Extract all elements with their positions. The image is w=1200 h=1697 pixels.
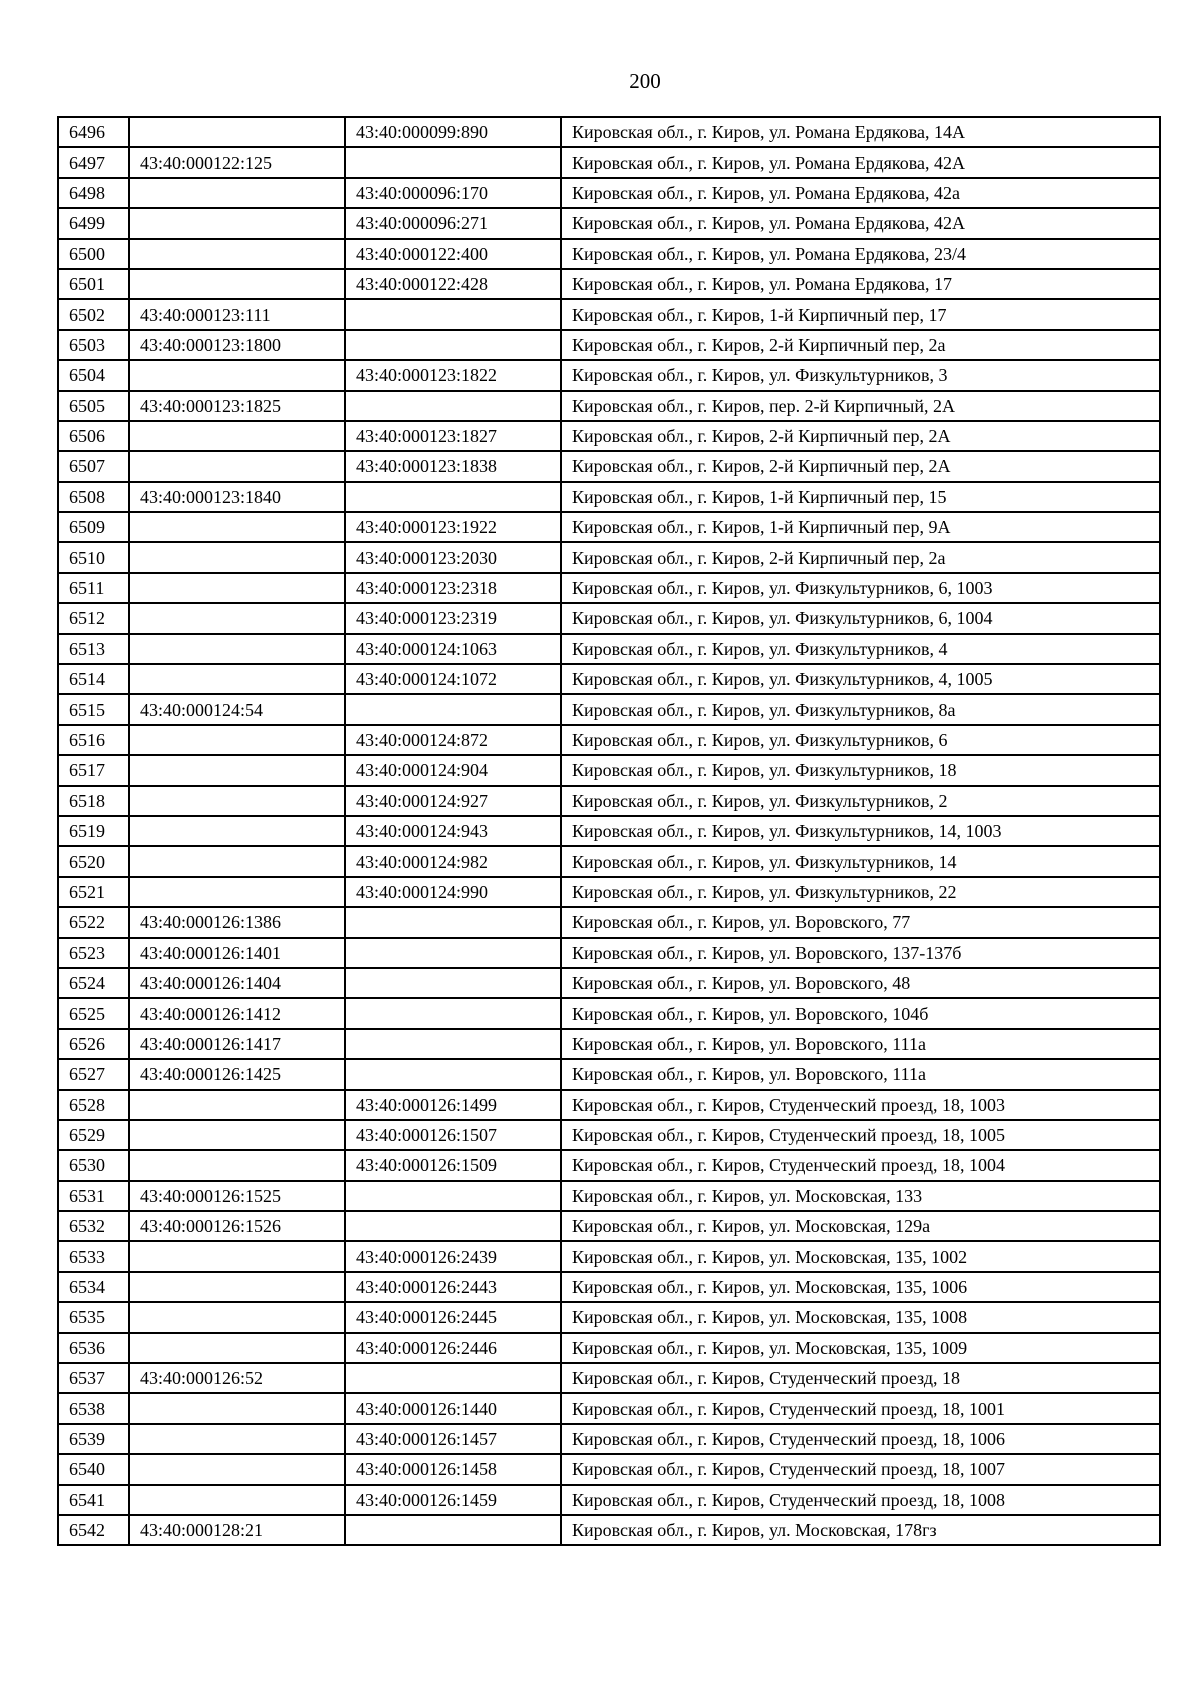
row-number-cell: 6534: [58, 1272, 129, 1302]
address-cell: Кировская обл., г. Киров, ул. Московская, 135, 1006: [561, 1272, 1160, 1302]
row-number-cell: 6533: [58, 1241, 129, 1271]
cadastral-number-cell: 43:40:000124:943: [345, 816, 561, 846]
table-row: [58, 634, 1160, 664]
address-cell: Кировская обл., г. Киров, 1-й Кирпичный пер, 17: [561, 299, 1160, 329]
address-cell: Кировская обл., г. Киров, 2-й Кирпичный пер, 2А: [561, 421, 1160, 451]
row-number-cell: 6542: [58, 1515, 129, 1545]
table-row: [58, 816, 1160, 846]
row-number-cell: 6531: [58, 1181, 129, 1211]
row-number-cell: 6524: [58, 968, 129, 998]
address-cell: Кировская обл., г. Киров, ул. Романа Ердякова, 42А: [561, 147, 1160, 177]
row-number-cell: 6521: [58, 877, 129, 907]
cadastral-number-cell: [129, 877, 345, 907]
table-row: [58, 877, 1160, 907]
address-cell: Кировская обл., г. Киров, ул. Московская, 135, 1008: [561, 1302, 1160, 1332]
cadastral-number-cell: [129, 208, 345, 238]
table-row: [58, 391, 1160, 421]
cadastral-number-cell: [345, 330, 561, 360]
address-cell: Кировская обл., г. Киров, ул. Физкультурников, 3: [561, 360, 1160, 390]
address-cell: Кировская обл., г. Киров, ул. Физкультурников, 2: [561, 786, 1160, 816]
cadastral-number-cell: [129, 816, 345, 846]
cadastral-number-cell: [129, 178, 345, 208]
cadastral-number-cell: [345, 907, 561, 937]
cadastral-number-cell: 43:40:000123:1822: [345, 360, 561, 390]
cadastral-number-cell: 43:40:000126:1526: [129, 1211, 345, 1241]
cadastral-number-cell: [345, 968, 561, 998]
cadastral-number-cell: [129, 1302, 345, 1332]
row-number-cell: 6527: [58, 1059, 129, 1089]
table-row: [58, 117, 1160, 147]
row-number-cell: 6520: [58, 846, 129, 876]
address-cell: Кировская обл., г. Киров, ул. Воровского, 104б: [561, 998, 1160, 1028]
property-registry-table: [57, 116, 1161, 1546]
row-number-cell: 6502: [58, 299, 129, 329]
cadastral-number-cell: 43:40:000126:1440: [345, 1393, 561, 1423]
table-row: [58, 968, 1160, 998]
cadastral-number-cell: [129, 542, 345, 572]
table-row: [58, 1485, 1160, 1515]
address-cell: Кировская обл., г. Киров, ул. Физкультурников, 8а: [561, 694, 1160, 724]
cadastral-number-cell: 43:40:000123:2319: [345, 603, 561, 633]
cadastral-number-cell: [129, 269, 345, 299]
row-number-cell: 6526: [58, 1029, 129, 1059]
table-row: [58, 694, 1160, 724]
cadastral-number-cell: [345, 938, 561, 968]
cadastral-number-cell: [129, 1485, 345, 1515]
address-cell: Кировская обл., г. Киров, ул. Физкультурников, 14, 1003: [561, 816, 1160, 846]
table-row: [58, 725, 1160, 755]
cadastral-number-cell: [345, 1363, 561, 1393]
table-row: [58, 1241, 1160, 1271]
table-row: [58, 512, 1160, 542]
address-cell: Кировская обл., г. Киров, Студенческий проезд, 18, 1003: [561, 1090, 1160, 1120]
cadastral-number-cell: [129, 1393, 345, 1423]
cadastral-number-cell: 43:40:000126:1412: [129, 998, 345, 1028]
cadastral-number-cell: 43:40:000126:1509: [345, 1150, 561, 1180]
cadastral-number-cell: 43:40:000126:1458: [345, 1454, 561, 1484]
row-number-cell: 6516: [58, 725, 129, 755]
cadastral-number-cell: 43:40:000126:1401: [129, 938, 345, 968]
cadastral-number-cell: 43:40:000124:904: [345, 755, 561, 785]
address-cell: Кировская обл., г. Киров, Студенческий проезд, 18: [561, 1363, 1160, 1393]
cadastral-number-cell: 43:40:000123:1840: [129, 482, 345, 512]
cadastral-number-cell: 43:40:000123:1922: [345, 512, 561, 542]
cadastral-number-cell: 43:40:000126:1525: [129, 1181, 345, 1211]
registry-body: [58, 117, 1160, 1545]
row-number-cell: 6541: [58, 1485, 129, 1515]
address-cell: Кировская обл., г. Киров, Студенческий проезд, 18, 1008: [561, 1485, 1160, 1515]
row-number-cell: 6512: [58, 603, 129, 633]
row-number-cell: 6503: [58, 330, 129, 360]
address-cell: Кировская обл., г. Киров, 2-й Кирпичный пер, 2А: [561, 451, 1160, 481]
cadastral-number-cell: 43:40:000126:1417: [129, 1029, 345, 1059]
cadastral-number-cell: [129, 451, 345, 481]
address-cell: Кировская обл., г. Киров, ул. Воровского, 137-137б: [561, 938, 1160, 968]
address-cell: Кировская обл., г. Киров, ул. Физкультурников, 6: [561, 725, 1160, 755]
table-row: [58, 846, 1160, 876]
row-number-cell: 6513: [58, 634, 129, 664]
row-number-cell: 6517: [58, 755, 129, 785]
row-number-cell: 6510: [58, 542, 129, 572]
table-row: [58, 907, 1160, 937]
address-cell: Кировская обл., г. Киров, ул. Физкультурников, 22: [561, 877, 1160, 907]
row-number-cell: 6504: [58, 360, 129, 390]
cadastral-number-cell: 43:40:000123:2030: [345, 542, 561, 572]
cadastral-number-cell: [129, 1090, 345, 1120]
row-number-cell: 6505: [58, 391, 129, 421]
table-row: [58, 1302, 1160, 1332]
row-number-cell: 6499: [58, 208, 129, 238]
cadastral-number-cell: 43:40:000124:1072: [345, 664, 561, 694]
cadastral-number-cell: 43:40:000123:1838: [345, 451, 561, 481]
cadastral-number-cell: 43:40:000122:400: [345, 239, 561, 269]
row-number-cell: 6511: [58, 573, 129, 603]
row-number-cell: 6497: [58, 147, 129, 177]
cadastral-number-cell: [129, 360, 345, 390]
address-cell: Кировская обл., г. Киров, ул. Романа Ердякова, 23/4: [561, 239, 1160, 269]
cadastral-number-cell: [345, 1211, 561, 1241]
address-cell: Кировская обл., г. Киров, ул. Московская, 133: [561, 1181, 1160, 1211]
cadastral-number-cell: 43:40:000126:1425: [129, 1059, 345, 1089]
cadastral-number-cell: 43:40:000126:2439: [345, 1241, 561, 1271]
address-cell: Кировская обл., г. Киров, Студенческий проезд, 18, 1001: [561, 1393, 1160, 1423]
cadastral-number-cell: [345, 299, 561, 329]
cadastral-number-cell: 43:40:000126:2443: [345, 1272, 561, 1302]
address-cell: Кировская обл., г. Киров, 1-й Кирпичный пер, 9А: [561, 512, 1160, 542]
address-cell: Кировская обл., г. Киров, 2-й Кирпичный пер, 2а: [561, 542, 1160, 572]
cadastral-number-cell: 43:40:000096:170: [345, 178, 561, 208]
page-number: 200: [629, 69, 661, 93]
address-cell: Кировская обл., г. Киров, Студенческий проезд, 18, 1007: [561, 1454, 1160, 1484]
row-number-cell: 6498: [58, 178, 129, 208]
row-number-cell: 6509: [58, 512, 129, 542]
cadastral-number-cell: [345, 1029, 561, 1059]
cadastral-number-cell: [345, 1059, 561, 1089]
cadastral-number-cell: [345, 694, 561, 724]
table-row: [58, 451, 1160, 481]
table-row: [58, 1515, 1160, 1545]
cadastral-number-cell: 43:40:000123:1827: [345, 421, 561, 451]
row-number-cell: 6500: [58, 239, 129, 269]
row-number-cell: 6539: [58, 1424, 129, 1454]
cadastral-number-cell: [129, 1150, 345, 1180]
cadastral-number-cell: 43:40:000126:1499: [345, 1090, 561, 1120]
address-cell: Кировская обл., г. Киров, ул. Воровского, 77: [561, 907, 1160, 937]
address-cell: Кировская обл., г. Киров, ул. Воровского, 111а: [561, 1059, 1160, 1089]
row-number-cell: 6507: [58, 451, 129, 481]
row-number-cell: 6506: [58, 421, 129, 451]
address-cell: Кировская обл., г. Киров, 2-й Кирпичный пер, 2а: [561, 330, 1160, 360]
cadastral-number-cell: 43:40:000123:1825: [129, 391, 345, 421]
address-cell: Кировская обл., г. Киров, ул. Физкультурников, 4: [561, 634, 1160, 664]
cadastral-number-cell: 43:40:000099:890: [345, 117, 561, 147]
table-row: [58, 1059, 1160, 1089]
table-row: [58, 938, 1160, 968]
table-row: [58, 1454, 1160, 1484]
cadastral-number-cell: [129, 421, 345, 451]
row-number-cell: 6537: [58, 1363, 129, 1393]
table-row: [58, 421, 1160, 451]
row-number-cell: 6525: [58, 998, 129, 1028]
row-number-cell: 6523: [58, 938, 129, 968]
table-row: [58, 178, 1160, 208]
cadastral-number-cell: [129, 664, 345, 694]
table-row: [58, 1090, 1160, 1120]
address-cell: Кировская обл., г. Киров, Студенческий проезд, 18, 1006: [561, 1424, 1160, 1454]
cadastral-number-cell: [345, 998, 561, 1028]
cadastral-number-cell: [129, 1454, 345, 1484]
cadastral-number-cell: [345, 147, 561, 177]
cadastral-number-cell: 43:40:000096:271: [345, 208, 561, 238]
cadastral-number-cell: [129, 1120, 345, 1150]
table-row: [58, 1272, 1160, 1302]
cadastral-number-cell: [129, 512, 345, 542]
cadastral-number-cell: [345, 1181, 561, 1211]
row-number-cell: 6519: [58, 816, 129, 846]
cadastral-number-cell: 43:40:000122:125: [129, 147, 345, 177]
row-number-cell: 6528: [58, 1090, 129, 1120]
row-number-cell: 6540: [58, 1454, 129, 1484]
cadastral-number-cell: 43:40:000124:990: [345, 877, 561, 907]
address-cell: Кировская обл., г. Киров, ул. Воровского, 111а: [561, 1029, 1160, 1059]
cadastral-number-cell: 43:40:000126:1457: [345, 1424, 561, 1454]
cadastral-number-cell: 43:40:000123:111: [129, 299, 345, 329]
cadastral-number-cell: [129, 846, 345, 876]
row-number-cell: 6530: [58, 1150, 129, 1180]
table-row: [58, 1424, 1160, 1454]
row-number-cell: 6515: [58, 694, 129, 724]
address-cell: Кировская обл., г. Киров, ул. Физкультурников, 6, 1003: [561, 573, 1160, 603]
address-cell: Кировская обл., г. Киров, 1-й Кирпичный пер, 15: [561, 482, 1160, 512]
cadastral-number-cell: 43:40:000124:982: [345, 846, 561, 876]
cadastral-number-cell: [129, 1272, 345, 1302]
table-row: [58, 573, 1160, 603]
cadastral-number-cell: 43:40:000126:2445: [345, 1302, 561, 1332]
table-row: [58, 482, 1160, 512]
cadastral-number-cell: [345, 482, 561, 512]
table-row: [58, 330, 1160, 360]
address-cell: Кировская обл., г. Киров, ул. Московская, 135, 1009: [561, 1333, 1160, 1363]
cadastral-number-cell: 43:40:000126:2446: [345, 1333, 561, 1363]
address-cell: Кировская обл., г. Киров, ул. Физкультурников, 18: [561, 755, 1160, 785]
cadastral-number-cell: [129, 634, 345, 664]
cadastral-number-cell: [345, 1515, 561, 1545]
cadastral-number-cell: [129, 786, 345, 816]
cadastral-number-cell: [129, 725, 345, 755]
row-number-cell: 6496: [58, 117, 129, 147]
table-row: [58, 269, 1160, 299]
table-row: [58, 1120, 1160, 1150]
cadastral-number-cell: [129, 117, 345, 147]
address-cell: Кировская обл., г. Киров, Студенческий проезд, 18, 1005: [561, 1120, 1160, 1150]
row-number-cell: 6501: [58, 269, 129, 299]
table-row: [58, 1333, 1160, 1363]
cadastral-number-cell: 43:40:000126:1404: [129, 968, 345, 998]
cadastral-number-cell: 43:40:000124:927: [345, 786, 561, 816]
row-number-cell: 6535: [58, 1302, 129, 1332]
cadastral-number-cell: [129, 755, 345, 785]
table-row: [58, 208, 1160, 238]
table-row: [58, 1150, 1160, 1180]
address-cell: Кировская обл., г. Киров, Студенческий проезд, 18, 1004: [561, 1150, 1160, 1180]
table-row: [58, 360, 1160, 390]
cadastral-number-cell: [129, 1333, 345, 1363]
cadastral-number-cell: 43:40:000124:872: [345, 725, 561, 755]
cadastral-number-cell: 43:40:000122:428: [345, 269, 561, 299]
table-row: [58, 542, 1160, 572]
table-row: [58, 1211, 1160, 1241]
cadastral-number-cell: 43:40:000126:1386: [129, 907, 345, 937]
cadastral-number-cell: 43:40:000128:21: [129, 1515, 345, 1545]
address-cell: Кировская обл., г. Киров, ул. Физкультурников, 14: [561, 846, 1160, 876]
table-row: [58, 603, 1160, 633]
address-cell: Кировская обл., г. Киров, ул. Московская, 178гз: [561, 1515, 1160, 1545]
row-number-cell: 6522: [58, 907, 129, 937]
table-row: [58, 1029, 1160, 1059]
table-row: [58, 147, 1160, 177]
cadastral-number-cell: 43:40:000123:2318: [345, 573, 561, 603]
table-row: [58, 1181, 1160, 1211]
cadastral-number-cell: [129, 603, 345, 633]
address-cell: Кировская обл., г. Киров, пер. 2-й Кирпичный, 2А: [561, 391, 1160, 421]
address-cell: Кировская обл., г. Киров, ул. Романа Ердякова, 42а: [561, 178, 1160, 208]
row-number-cell: 6529: [58, 1120, 129, 1150]
address-cell: Кировская обл., г. Киров, ул. Физкультурников, 6, 1004: [561, 603, 1160, 633]
table-row: [58, 664, 1160, 694]
cadastral-number-cell: [129, 1424, 345, 1454]
address-cell: Кировская обл., г. Киров, ул. Физкультурников, 4, 1005: [561, 664, 1160, 694]
row-number-cell: 6538: [58, 1393, 129, 1423]
table-row: [58, 299, 1160, 329]
cadastral-number-cell: 43:40:000126:1459: [345, 1485, 561, 1515]
address-cell: Кировская обл., г. Киров, ул. Романа Ердякова, 17: [561, 269, 1160, 299]
row-number-cell: 6518: [58, 786, 129, 816]
cadastral-number-cell: 43:40:000126:1507: [345, 1120, 561, 1150]
table-row: [58, 1393, 1160, 1423]
row-number-cell: 6536: [58, 1333, 129, 1363]
table-row: [58, 786, 1160, 816]
table-row: [58, 239, 1160, 269]
cadastral-number-cell: 43:40:000126:52: [129, 1363, 345, 1393]
cadastral-number-cell: [129, 1241, 345, 1271]
row-number-cell: 6514: [58, 664, 129, 694]
table-row: [58, 755, 1160, 785]
address-cell: Кировская обл., г. Киров, ул. Романа Ердякова, 42А: [561, 208, 1160, 238]
cadastral-number-cell: [129, 573, 345, 603]
row-number-cell: 6532: [58, 1211, 129, 1241]
row-number-cell: 6508: [58, 482, 129, 512]
cadastral-number-cell: [345, 391, 561, 421]
address-cell: Кировская обл., г. Киров, ул. Романа Ердякова, 14А: [561, 117, 1160, 147]
table-row: [58, 1363, 1160, 1393]
address-cell: Кировская обл., г. Киров, ул. Воровского, 48: [561, 968, 1160, 998]
address-cell: Кировская обл., г. Киров, ул. Московская, 129а: [561, 1211, 1160, 1241]
cadastral-number-cell: 43:40:000124:1063: [345, 634, 561, 664]
cadastral-number-cell: 43:40:000123:1800: [129, 330, 345, 360]
table-row: [58, 998, 1160, 1028]
cadastral-number-cell: [129, 239, 345, 269]
cadastral-number-cell: 43:40:000124:54: [129, 694, 345, 724]
address-cell: Кировская обл., г. Киров, ул. Московская, 135, 1002: [561, 1241, 1160, 1271]
